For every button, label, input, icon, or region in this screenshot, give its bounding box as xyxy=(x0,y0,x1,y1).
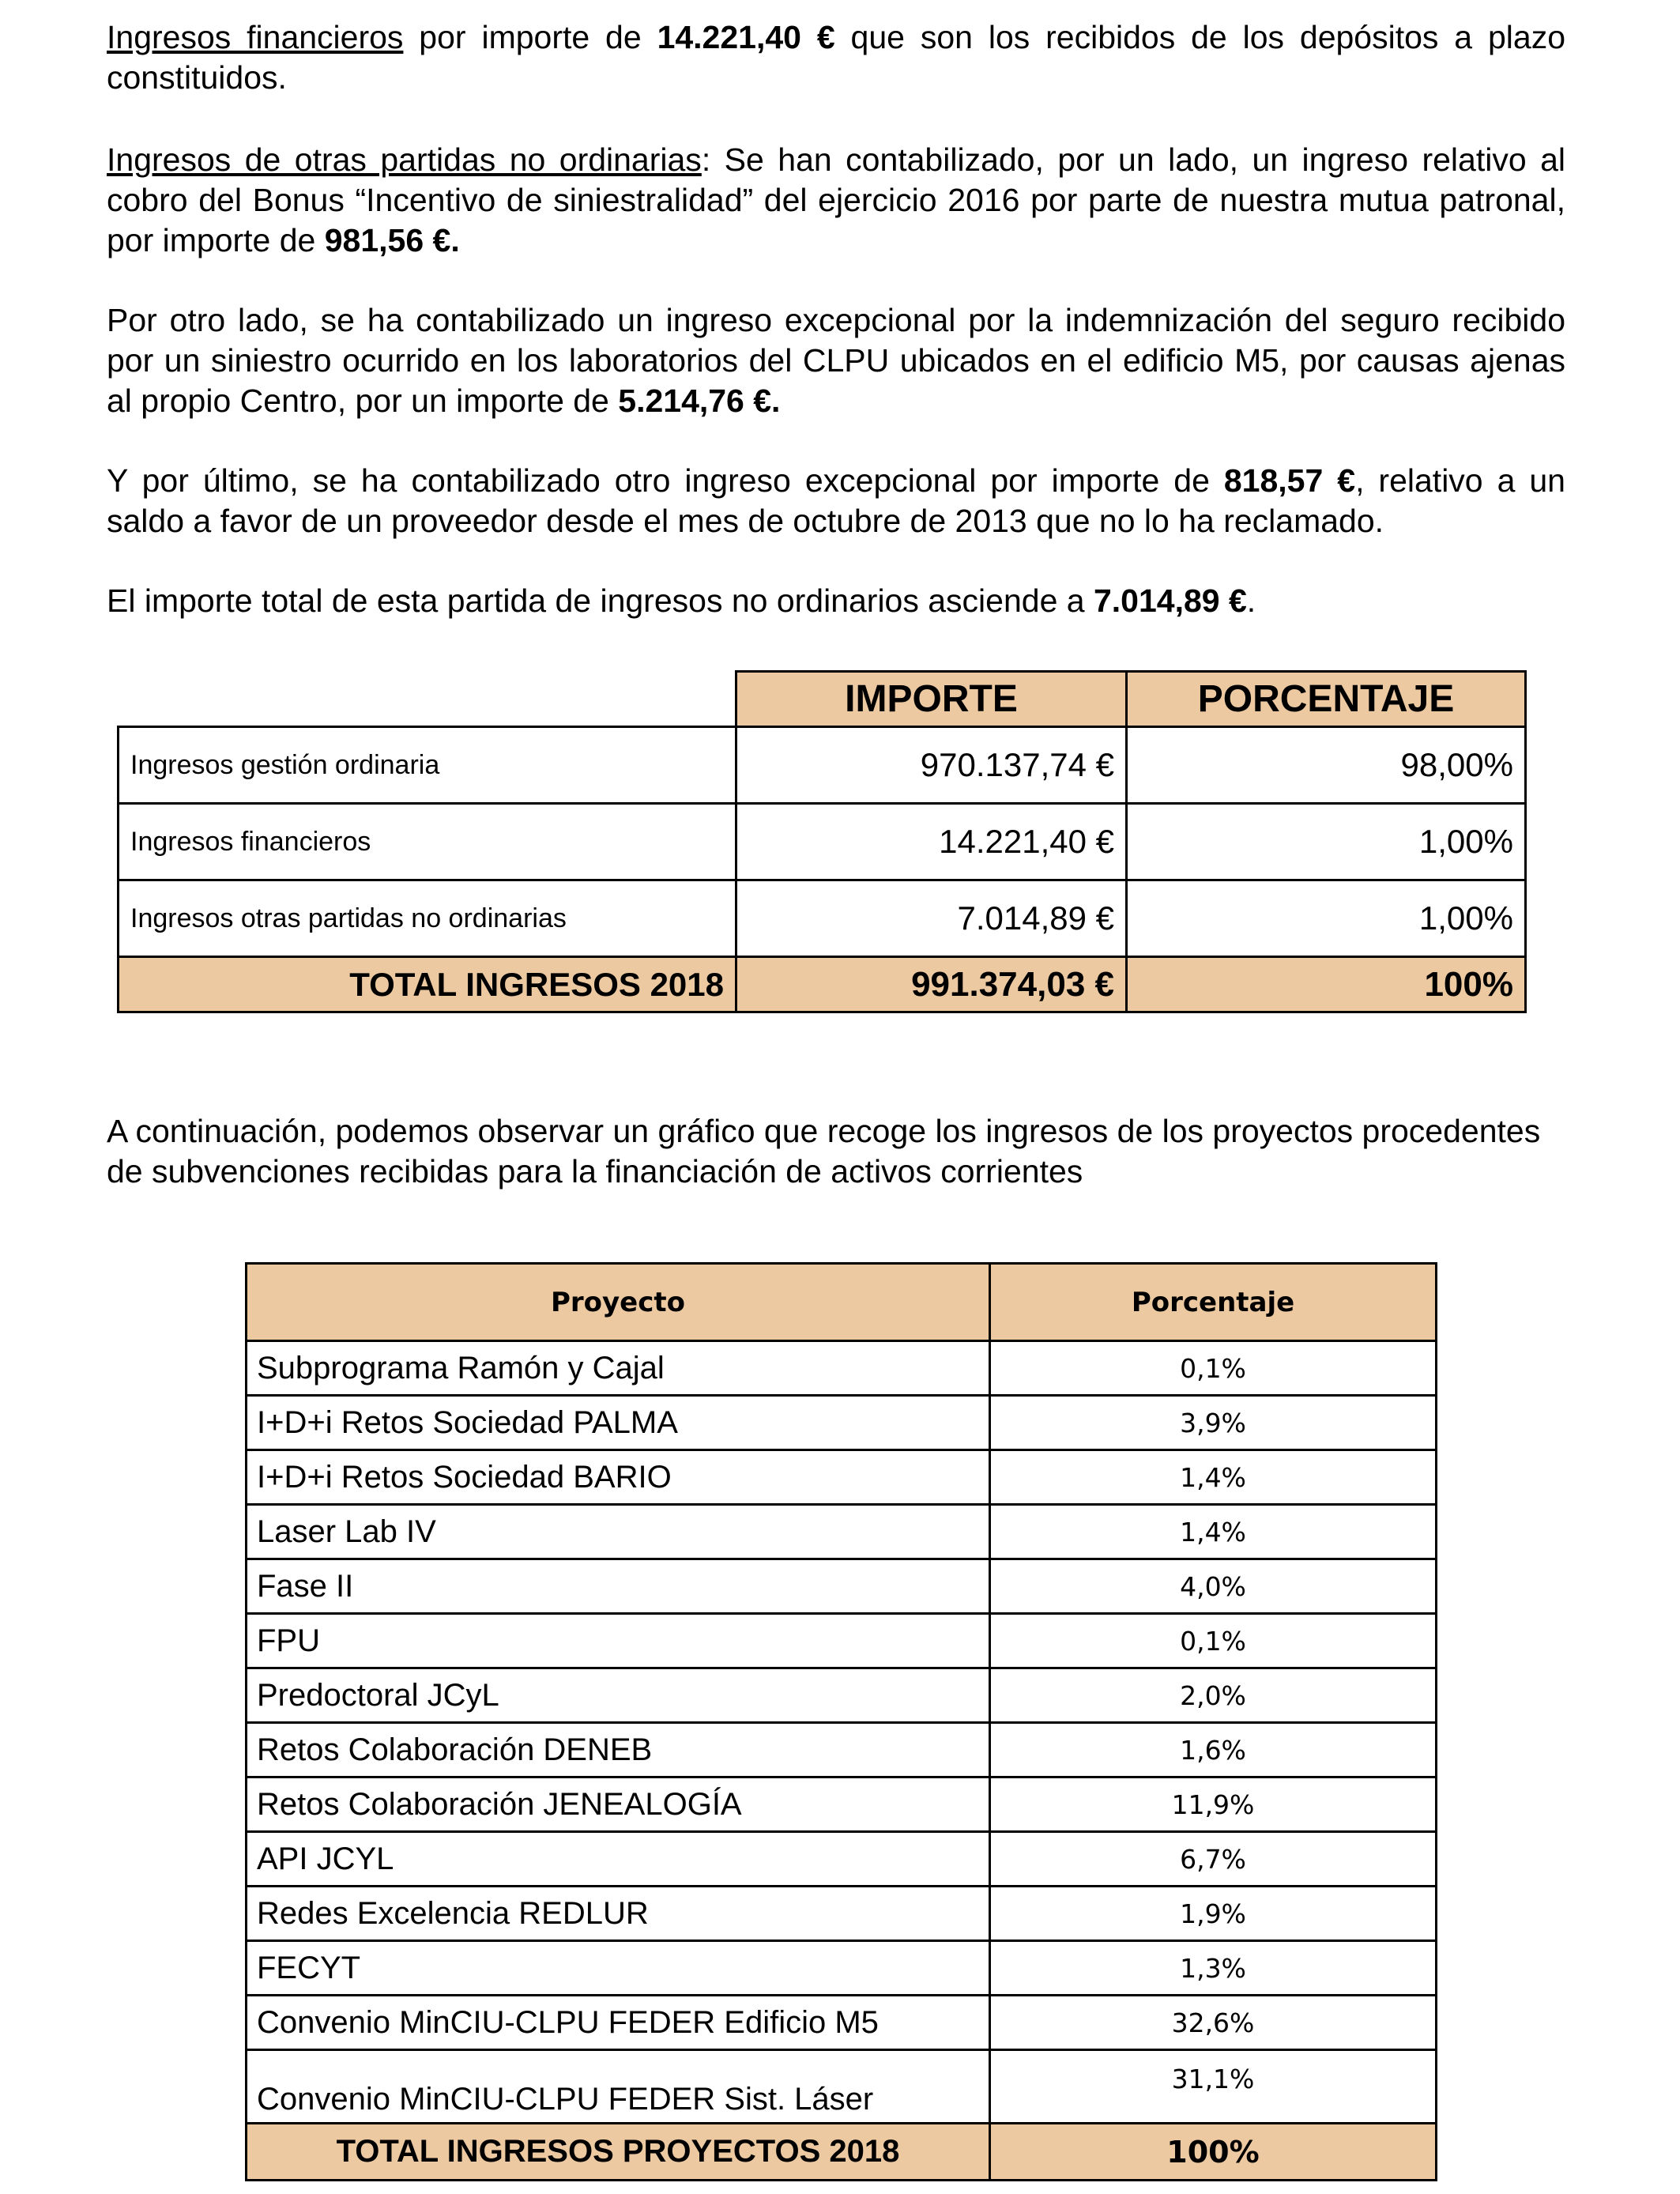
summary-total-row xyxy=(119,957,1526,1012)
project-name: Laser Lab IV xyxy=(247,1505,990,1559)
project-percentage: 0,1% xyxy=(990,1614,1437,1668)
project-percentage: 1,6% xyxy=(990,1723,1437,1777)
paragraph-text: , relativo a un saldo a favor de un proveedor desde el mes de octubre de 2013 que no lo ha reclamado. xyxy=(107,462,1565,539)
project-name: Retos Colaboración DENEB xyxy=(247,1723,990,1777)
project-name: Retos Colaboración JENEALOGÍA xyxy=(247,1777,990,1832)
amount: 981,56 €. xyxy=(324,222,460,258)
paragraph-saldo-proveedor xyxy=(107,461,1565,541)
project-percentage: 1,4% xyxy=(990,1505,1437,1559)
paragraph-text: : Se han contabilizado, por un lado, un ingreso relativo al cobro del Bonus “Incentivo de siniestralidad” del ejercicio 2016 por parte de nuestra mutua patronal, por importe de xyxy=(107,141,1565,258)
table-row xyxy=(247,1887,1437,1941)
project-name: Convenio MinCIU-CLPU FEDER Edificio M5 xyxy=(247,1996,990,2050)
summary-row-importe: 7.014,89 € xyxy=(736,880,1127,957)
table-row xyxy=(119,804,1526,880)
projects-total-percentage: 100% xyxy=(990,2124,1437,2181)
summary-row-porcentaje: 1,00% xyxy=(1127,880,1526,957)
summary-total-importe: 991.374,03 € xyxy=(736,957,1127,1012)
summary-total-label: TOTAL INGRESOS 2018 xyxy=(119,957,736,1012)
summary-row-porcentaje: 1,00% xyxy=(1127,804,1526,880)
table-row xyxy=(247,1832,1437,1887)
project-percentage: 1,3% xyxy=(990,1941,1437,1996)
table-row xyxy=(247,1941,1437,1996)
project-name: Convenio MinCIU-CLPU FEDER Sist. Láser xyxy=(247,2050,990,2124)
paragraph-otras-partidas xyxy=(107,140,1565,261)
amount: 14.221,40 € xyxy=(657,19,835,55)
summary-row-label: Ingresos otras partidas no ordinarias xyxy=(119,880,736,957)
paragraph-text: Y por último, se ha contabilizado otro ingreso excepcional por importe de xyxy=(107,462,1224,499)
project-name: I+D+i Retos Sociedad PALMA xyxy=(247,1396,990,1450)
project-percentage: 32,6% xyxy=(990,1996,1437,2050)
summary-header-blank xyxy=(119,672,736,727)
projects-header-proyecto: Proyecto xyxy=(247,1264,990,1341)
project-percentage: 0,1% xyxy=(990,1341,1437,1396)
project-name: I+D+i Retos Sociedad BARIO xyxy=(247,1450,990,1505)
project-name: Subprograma Ramón y Cajal xyxy=(247,1341,990,1396)
summary-table xyxy=(117,670,1527,1013)
project-percentage: 11,9% xyxy=(990,1777,1437,1832)
summary-row-importe: 14.221,40 € xyxy=(736,804,1127,880)
summary-row-importe: 970.137,74 € xyxy=(736,727,1127,804)
paragraph-text: . xyxy=(1246,582,1256,619)
amount: 5.214,76 €. xyxy=(618,383,781,419)
table-row xyxy=(119,880,1526,957)
projects-header-row xyxy=(247,1264,1437,1341)
project-percentage: 2,0% xyxy=(990,1668,1437,1723)
amount: 7.014,89 € xyxy=(1093,582,1247,619)
table-row xyxy=(247,1396,1437,1450)
table-row xyxy=(119,727,1526,804)
summary-row-label: Ingresos gestión ordinaria xyxy=(119,727,736,804)
paragraph-grafico xyxy=(107,1111,1565,1192)
project-name: API JCYL xyxy=(247,1832,990,1887)
projects-header-porcentaje: Porcentaje xyxy=(990,1264,1437,1341)
summary-header-row xyxy=(119,672,1526,727)
table-row xyxy=(247,1505,1437,1559)
projects-total-row xyxy=(247,2124,1437,2181)
paragraph-importe-total xyxy=(107,581,1565,621)
paragraph-text: A continuación, podemos observar un gráfico que recoge los ingresos de los proyectos procedentes de subvenciones recibidas para la financiación de activos corrientes xyxy=(107,1113,1541,1189)
paragraph-ingresos-financieros xyxy=(107,17,1565,98)
summary-row-label: Ingresos financieros xyxy=(119,804,736,880)
paragraph-text: por importe de xyxy=(403,19,657,55)
paragraph-text: que son los recibidos de los depósitos a plazo constituidos. xyxy=(107,19,1566,96)
summary-header-importe: IMPORTE xyxy=(736,672,1127,727)
project-name: FECYT xyxy=(247,1941,990,1996)
summary-row-porcentaje: 98,00% xyxy=(1127,727,1526,804)
table-row xyxy=(247,1668,1437,1723)
paragraph-label: Ingresos de otras partidas no ordinarias xyxy=(107,141,702,178)
paragraph-label: Ingresos financieros xyxy=(107,19,404,55)
table-row xyxy=(247,1614,1437,1668)
table-row xyxy=(247,1996,1437,2050)
projects-table xyxy=(245,1262,1437,2181)
paragraph-indemnizacion xyxy=(107,300,1565,421)
project-percentage: 31,1% xyxy=(990,2050,1437,2124)
project-name: Redes Excelencia REDLUR xyxy=(247,1887,990,1941)
table-row xyxy=(247,1559,1437,1614)
table-row xyxy=(247,1777,1437,1832)
project-name: Predoctoral JCyL xyxy=(247,1668,990,1723)
project-percentage: 4,0% xyxy=(990,1559,1437,1614)
project-name: FPU xyxy=(247,1614,990,1668)
table-row xyxy=(247,1723,1437,1777)
project-percentage: 1,9% xyxy=(990,1887,1437,1941)
table-row xyxy=(247,1341,1437,1396)
paragraph-text: Por otro lado, se ha contabilizado un ingreso excepcional por la indemnización del seguro recibido por un siniestro ocurrido en los laboratorios del CLPU ubicados en el edificio M5, por causas ajenas al propio Centro, por un importe de xyxy=(107,302,1565,419)
project-percentage: 3,9% xyxy=(990,1396,1437,1450)
table-row xyxy=(247,2050,1437,2124)
project-percentage: 6,7% xyxy=(990,1832,1437,1887)
project-name: Fase II xyxy=(247,1559,990,1614)
amount: 818,57 € xyxy=(1223,462,1356,499)
summary-header-porcentaje: PORCENTAJE xyxy=(1127,672,1526,727)
summary-total-porcentaje: 100% xyxy=(1127,957,1526,1012)
projects-total-label: TOTAL INGRESOS PROYECTOS 2018 xyxy=(247,2124,990,2181)
project-percentage: 1,4% xyxy=(990,1450,1437,1505)
table-row xyxy=(247,1450,1437,1505)
paragraph-text: El importe total de esta partida de ingresos no ordinarios asciende a xyxy=(107,582,1094,619)
